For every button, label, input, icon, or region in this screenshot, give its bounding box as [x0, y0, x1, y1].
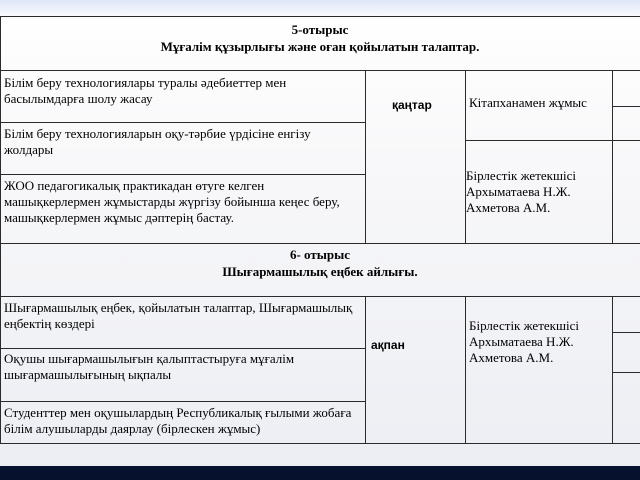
topic-cell: Білім беру технологияларын оқу-тәрбие үрдісіне енгізу жолдары	[4, 126, 311, 157]
table-border	[0, 16, 640, 17]
section-title: Мұғалім құзырлығы және оған қойылатын талаптар.	[160, 39, 480, 54]
table-border	[0, 443, 640, 444]
table-border	[612, 372, 640, 373]
top-glow	[0, 0, 640, 20]
table-border	[0, 174, 365, 175]
topic-cell: Шығармашылық еңбек, қойылатын талаптар, Шығармашылық еңбектің көздері	[4, 300, 353, 331]
table-border	[0, 401, 365, 402]
topic-cell: ЖОО педагогикалық практикадан өтуге келген машықкерлермен жұмыстарды жүргізу бойынша кеңес беру, машықкерлермен жұмыс дәптерің бастау.	[4, 178, 340, 225]
topic-cell: Білім беру технологиялары туралы әдебиеттер мен басылымдарға шолу жасау	[4, 75, 287, 106]
section-number: 6- отырыс	[289, 247, 351, 262]
responsible-cell: Бірлестік жетекшісі Архыматаева Н.Ж. Ахметова А.М.	[466, 168, 576, 215]
table-border	[365, 296, 366, 444]
section-number: 5-отырыс	[291, 22, 349, 37]
table-border	[0, 296, 640, 297]
month-cell: ақпан	[371, 338, 405, 352]
table-border	[612, 106, 640, 107]
table-border	[365, 70, 366, 244]
table-border	[465, 296, 466, 444]
table-border	[612, 296, 613, 444]
responsible-cell: Кітапханамен жұмыс	[469, 95, 587, 110]
responsible-cell: Бірлестік жетекшісі Архыматаева Н.Ж. Ахметова А.М.	[469, 318, 579, 365]
table-border	[0, 70, 640, 71]
section-title: Шығармашылық еңбек айлығы.	[222, 264, 418, 279]
table-border	[612, 332, 640, 333]
month-cell: қаңтар	[392, 98, 432, 112]
table-border	[0, 243, 640, 244]
table-border	[0, 16, 1, 444]
topic-cell: Студенттер мен оқушылардың Республикалық ғылыми жобаға білім алушыларды даярлау (бірлескен жұмыс)	[4, 405, 352, 436]
table-border	[0, 122, 365, 123]
table-border	[465, 70, 466, 244]
table-border	[612, 70, 613, 244]
table-border	[0, 348, 365, 349]
topic-cell: Оқушы шығармашылығын қалыптастыруға мұғалім шығармашылығының ықпалы	[4, 351, 295, 382]
table-border	[465, 140, 640, 141]
